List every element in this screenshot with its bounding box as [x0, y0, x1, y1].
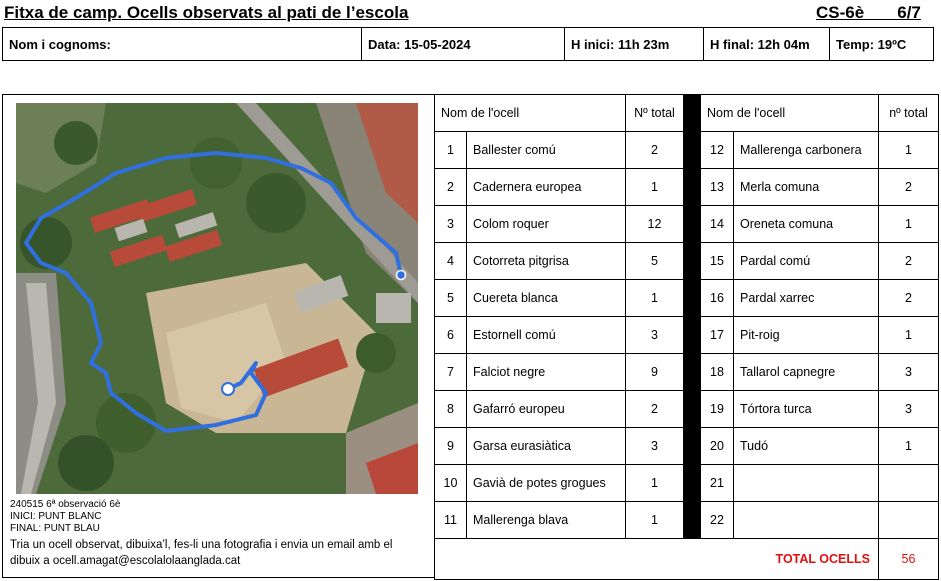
aerial-map-image [16, 103, 418, 494]
bird-name: Oreneta comuna [734, 206, 879, 243]
col-total-right: nº total [879, 95, 939, 132]
page-title: Fitxa de camp. Ocells observats al pati de l’escola [4, 3, 409, 22]
start-time-field: H inici: 11h 23m [565, 28, 704, 61]
bird-total: 2 [879, 243, 939, 280]
bird-number: 21 [701, 465, 734, 502]
bird-name: Cadernera europea [467, 169, 626, 206]
total-row [435, 539, 939, 580]
bird-number: 16 [701, 280, 734, 317]
bird-total: 1 [626, 502, 684, 539]
bird-total: 3 [879, 391, 939, 428]
bird-number: 3 [435, 206, 467, 243]
aerial-map [16, 103, 418, 494]
bird-total: 3 [626, 428, 684, 465]
bird-number: 7 [435, 354, 467, 391]
col-name-left: Nom de l'ocell [435, 95, 626, 132]
bird-number: 5 [435, 280, 467, 317]
bird-name: Estornell comú [467, 317, 626, 354]
bird-name [734, 502, 879, 539]
bird-total: 1 [626, 280, 684, 317]
bird-total [879, 465, 939, 502]
bird-number: 20 [701, 428, 734, 465]
bird-total: 1 [626, 169, 684, 206]
bird-number: 2 [435, 169, 467, 206]
temperature-field: Temp: 19ºC [830, 28, 934, 61]
bird-total: 1 [879, 132, 939, 169]
bird-total: 2 [879, 280, 939, 317]
birds-table [434, 94, 939, 580]
bird-total: 3 [879, 354, 939, 391]
bird-total: 1 [626, 465, 684, 502]
bird-number: 14 [701, 206, 734, 243]
total-label: TOTAL OCELLS [435, 539, 879, 580]
bird-total [879, 502, 939, 539]
total-value: 56 [879, 539, 939, 580]
bird-total: 1 [879, 317, 939, 354]
bird-name: Cotorreta pitgrisa [467, 243, 626, 280]
bird-name: Falciot negre [467, 354, 626, 391]
map-caption-start: INICI: PUNT BLANC [10, 511, 102, 522]
instructions-text: Tria un ocell observat, dibuixa’l, fes-li una fotografia i envia un email amb el dibuix a ocell.amagat@escolalolaanglada.cat [10, 539, 393, 567]
bird-number: 6 [435, 317, 467, 354]
bird-number: 19 [701, 391, 734, 428]
bird-number: 12 [701, 132, 734, 169]
bird-total: 5 [626, 243, 684, 280]
bird-number: 11 [435, 502, 467, 539]
bird-total: 2 [879, 169, 939, 206]
bird-name: Colom roquer [467, 206, 626, 243]
bird-number: 22 [701, 502, 734, 539]
col-name-right: Nom de l'ocell [701, 95, 879, 132]
bird-number: 15 [701, 243, 734, 280]
bird-total: 2 [626, 391, 684, 428]
bird-total: 12 [626, 206, 684, 243]
bird-name: Garsa eurasiàtica [467, 428, 626, 465]
bird-name: Mallerenga blava [467, 502, 626, 539]
header-table [2, 27, 934, 61]
map-caption-date: 240515 6ª observació 6è [10, 499, 121, 510]
bird-name: Pardal comú [734, 243, 879, 280]
bird-name: Ballester comú [467, 132, 626, 169]
bird-total: 1 [879, 428, 939, 465]
bird-name: Tórtora turca [734, 391, 879, 428]
bird-name: Gafarró europeu [467, 391, 626, 428]
bird-name [734, 465, 879, 502]
table-header-row [435, 95, 939, 132]
bird-number: 10 [435, 465, 467, 502]
bird-number: 4 [435, 243, 467, 280]
name-field-label: Nom i cognoms: [3, 28, 362, 61]
bird-number: 9 [435, 428, 467, 465]
bird-name: Cuereta blanca [467, 280, 626, 317]
table-separator [684, 95, 701, 539]
map-caption-end: FINAL: PUNT BLAU [10, 523, 100, 534]
end-time-field: H final: 12h 04m [704, 28, 830, 61]
bird-total: 9 [626, 354, 684, 391]
bird-number: 8 [435, 391, 467, 428]
class-code: CS-6è 6/7 [816, 3, 921, 22]
bird-total: 2 [626, 132, 684, 169]
bird-name: Gavià de potes grogues [467, 465, 626, 502]
bird-name: Mallerenga carbonera [734, 132, 879, 169]
bird-number: 1 [435, 132, 467, 169]
bird-number: 18 [701, 354, 734, 391]
bird-name: Pit-roig [734, 317, 879, 354]
col-total-left: Nº total [626, 95, 684, 132]
bird-number: 17 [701, 317, 734, 354]
bird-name: Tudó [734, 428, 879, 465]
bird-name: Merla comuna [734, 169, 879, 206]
bird-number: 13 [701, 169, 734, 206]
date-field: Data: 15-05-2024 [362, 28, 565, 61]
bird-name: Tallarol capnegre [734, 354, 879, 391]
bird-total: 1 [879, 206, 939, 243]
bird-total: 3 [626, 317, 684, 354]
bird-name: Pardal xarrec [734, 280, 879, 317]
